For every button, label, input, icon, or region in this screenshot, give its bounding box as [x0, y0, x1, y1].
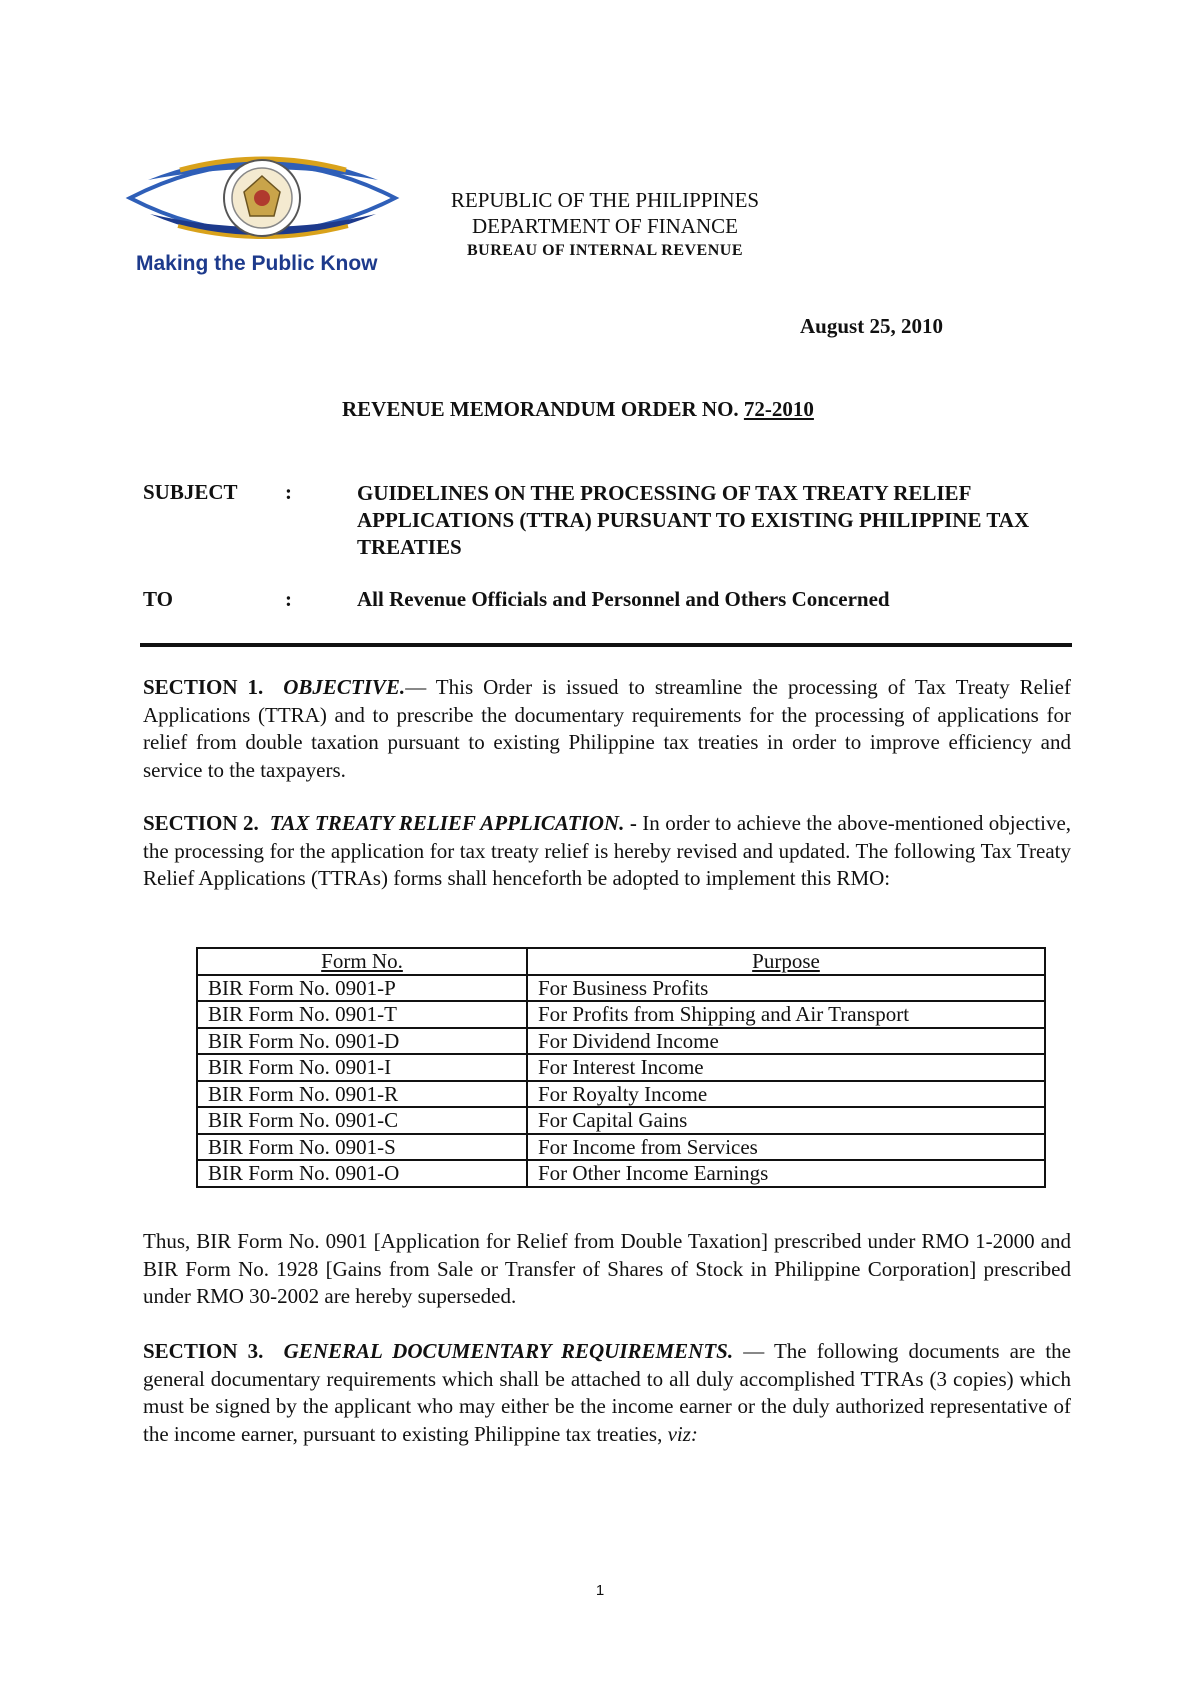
to-colon: : — [285, 587, 292, 611]
header-divider — [140, 643, 1072, 647]
table-cell-purpose: For Royalty Income — [527, 1081, 1045, 1108]
subject-label: SUBJECT — [143, 480, 238, 504]
subject-colon: : — [285, 480, 292, 504]
section-3-title: GENERAL DOCUMENTARY REQUIREMENTS. — [283, 1339, 734, 1363]
section-1-head: SECTION 1. — [143, 675, 264, 699]
section-1-body: This Order is issued to streamline the processing of Tax Treaty Relief Applications (TTRA) and to prescribe the documentary requirements for the processing of applications for relief from double taxation pursuant to existing Philippine tax treaties in order to improve efficiency and service to the taxpayers. — [143, 675, 1071, 782]
page-number: 1 — [595, 1582, 605, 1599]
table-row — [197, 1107, 1045, 1134]
table-cell-purpose: For Other Income Earnings — [527, 1160, 1045, 1187]
table-cell-purpose: For Capital Gains — [527, 1107, 1045, 1134]
header-bureau: BUREAU OF INTERNAL REVENUE — [467, 242, 743, 259]
section-1-title: OBJECTIVE. — [283, 675, 406, 699]
forms-table — [196, 947, 1046, 1188]
table-row — [197, 1134, 1045, 1161]
table-cell-form: BIR Form No. 0901-R — [197, 1081, 527, 1108]
header-republic: REPUBLIC OF THE PHILIPPINES — [450, 188, 760, 212]
section-2-head: SECTION 2. — [143, 811, 259, 835]
table-row — [197, 1160, 1045, 1187]
table-row — [197, 1081, 1045, 1108]
section-2 — [143, 810, 1071, 893]
table-cell-purpose: For Business Profits — [527, 975, 1045, 1002]
table-cell-form: BIR Form No. 0901-S — [197, 1134, 527, 1161]
to-label: TO — [143, 587, 173, 611]
eye-seal-icon — [120, 140, 405, 255]
table-header-row — [197, 948, 1045, 975]
section-3 — [143, 1338, 1071, 1448]
section-3-viz: viz: — [667, 1421, 698, 1446]
table-header-purpose: Purpose — [527, 948, 1045, 975]
table-cell-form: BIR Form No. 0901-C — [197, 1107, 527, 1134]
subject-text: GUIDELINES ON THE PROCESSING OF TAX TREATY RELIEF APPLICATIONS (TTRA) PURSUANT TO EXISTING PHILIPPINE TAX TREATIES — [357, 481, 1030, 559]
table-cell-purpose: For Profits from Shipping and Air Transport — [527, 1001, 1045, 1028]
table-cell-purpose: For Interest Income — [527, 1054, 1045, 1081]
supersede-paragraph: Thus, BIR Form No. 0901 [Application for Relief from Double Taxation] prescribed under RMO 1-2000 and BIR Form No. 1928 [Gains from Sale or Transfer of Shares of Stock in Philippine Corporation] prescribed under RMO 30-2002 are hereby superseded. — [143, 1229, 1071, 1308]
logo-tagline: Making the Public Know — [136, 252, 378, 275]
header-department: DEPARTMENT OF FINANCE — [472, 214, 738, 238]
table-cell-form: BIR Form No. 0901-I — [197, 1054, 527, 1081]
section-2-body: In order to achieve the above-mentioned objective, the processing for the application for tax treaty relief is hereby revised and updated. The following Tax Treaty Relief Applications (TTRAs) forms shall henceforth be adopted to implement this RMO: — [143, 811, 1072, 890]
section-1-dash: — — [405, 675, 427, 699]
to-text: All Revenue Officials and Personnel and Others Concerned — [357, 587, 890, 611]
table-cell-purpose: For Income from Services — [527, 1134, 1045, 1161]
table-row — [197, 1001, 1045, 1028]
table-cell-form: BIR Form No. 0901-D — [197, 1028, 527, 1055]
table-cell-form: BIR Form No. 0901-T — [197, 1001, 527, 1028]
order-prefix: REVENUE MEMORANDUM ORDER NO. — [342, 397, 739, 421]
section-2-dash: - — [624, 811, 643, 835]
table-row — [197, 1028, 1045, 1055]
table-cell-purpose: For Dividend Income — [527, 1028, 1045, 1055]
section-1 — [143, 674, 1071, 784]
order-title — [342, 397, 814, 422]
section-3-dash: — — [733, 1339, 774, 1363]
section-2-title: TAX TREATY RELIEF APPLICATION. — [269, 811, 625, 835]
section-3-head: SECTION 3. — [143, 1339, 264, 1363]
order-number: 72-2010 — [743, 397, 814, 421]
table-cell-form: BIR Form No. 0901-O — [197, 1160, 527, 1187]
table-cell-form: BIR Form No. 0901-P — [197, 975, 527, 1002]
bir-logo — [120, 140, 405, 280]
document-date: August 25, 2010 — [800, 314, 943, 338]
table-row — [197, 1054, 1045, 1081]
table-row — [197, 975, 1045, 1002]
section-3-body: The following documents are the general documentary requirements which shall be attached to all duly accomplished TTRAs (3 copies) which must be signed by the applicant who may either be the income earner or the duly authorized representative of the income earner, pursuant to existing Philippine tax treaties, — [143, 1339, 1072, 1446]
table-header-form-no: Form No. — [197, 948, 527, 975]
